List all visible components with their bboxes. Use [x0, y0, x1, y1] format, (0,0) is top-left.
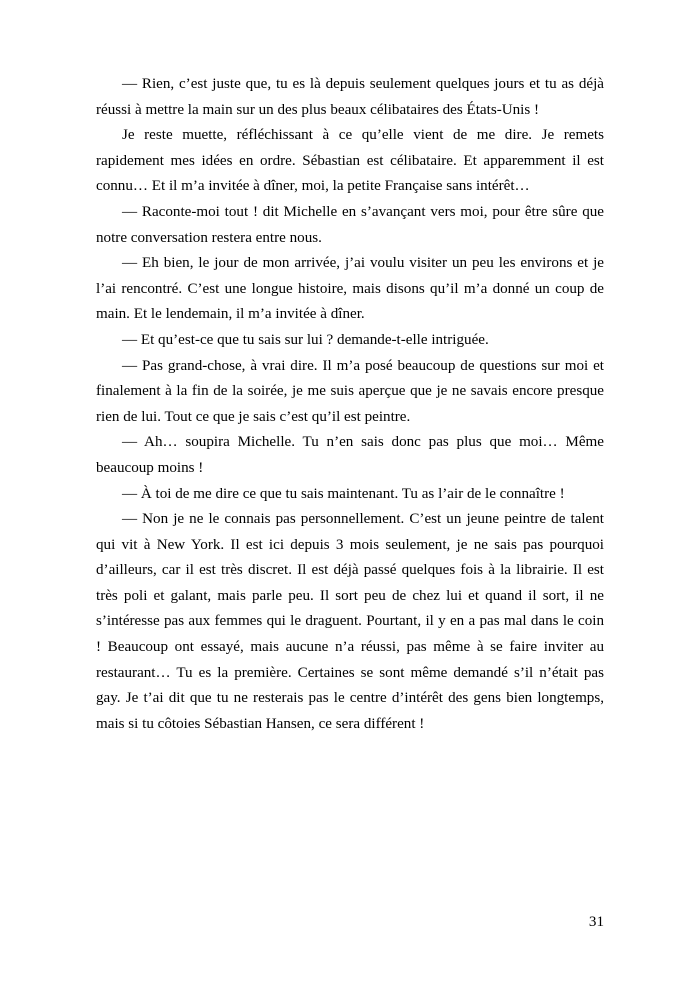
- paragraph: — Rien, c’est juste que, tu es là depuis seulement quelques jours et tu as déjà réussi à mettre la main sur un des plus beaux célibataires des États-Unis !: [96, 76, 604, 118]
- paragraph: — À toi de me dire ce que tu sais maintenant. Tu as l’air de le connaître !: [122, 485, 565, 502]
- page-number: 31: [588, 914, 604, 930]
- body-text: [96, 72, 604, 737]
- paragraph: — Pas grand-chose, à vrai dire. Il m’a posé beaucoup de questions sur moi et finalement à la fin de la soirée, je me suis aperçue que je ne savais encore presque rien de lui. Tout ce que je sais c’est qu’il est peintre.: [96, 357, 604, 425]
- paragraph: — Eh bien, le jour de mon arrivée, j’ai voulu visiter un peu les environs et je l’ai rencontré. C’est une longue histoire, mais disons qu’il m’a donné un coup de main. Et le lendemain, il m’a invitée à dîner.: [96, 255, 604, 323]
- paragraph: — Et qu’est-ce que tu sais sur lui ? demande-t-elle intriguée.: [122, 331, 489, 348]
- paragraph: — Non je ne le connais pas personnellement. C’est un jeune peintre de talent qui vit à New York. Il est ici depuis 3 mois seulement, je ne sais pas pourquoi d’ailleurs, car il est très discret. Il est déjà passé quelques fois à la librairie. Il est très poli et galant, mais parle peu. Il sort peu de chez lui et quand il sort, il ne s’intéresse pas aux femmes qui le draguent. Pourtant, il y en a pas mal dans le coin ! Beaucoup ont essayé, mais aucune n’a réussi, pas même à se faire inviter au restaurant… Tu es la première. Certaines se sont même demandé s’il n’était pas gay. Je t’ai dit que tu ne resterais pas le centre d’intérêt des gens bien longtemps, mais si tu côtoies Sébastian Hansen, ce sera différent !: [96, 511, 604, 732]
- paragraph: — Raconte-moi tout ! dit Michelle en s’avançant vers moi, pour être sûre que notre conversation restera entre nous.: [96, 203, 604, 246]
- paragraph: Je reste muette, réfléchissant à ce qu’elle vient de me dire. Je remets rapidement mes idées en ordre. Sébastian est célibataire. Et apparemment il est connu… Et il m’a invitée à dîner, moi, la petite Française sans intérêt…: [96, 127, 604, 195]
- paragraph: — Ah… soupira Michelle. Tu n’en sais donc pas plus que moi… Même beaucoup moins !: [96, 434, 604, 476]
